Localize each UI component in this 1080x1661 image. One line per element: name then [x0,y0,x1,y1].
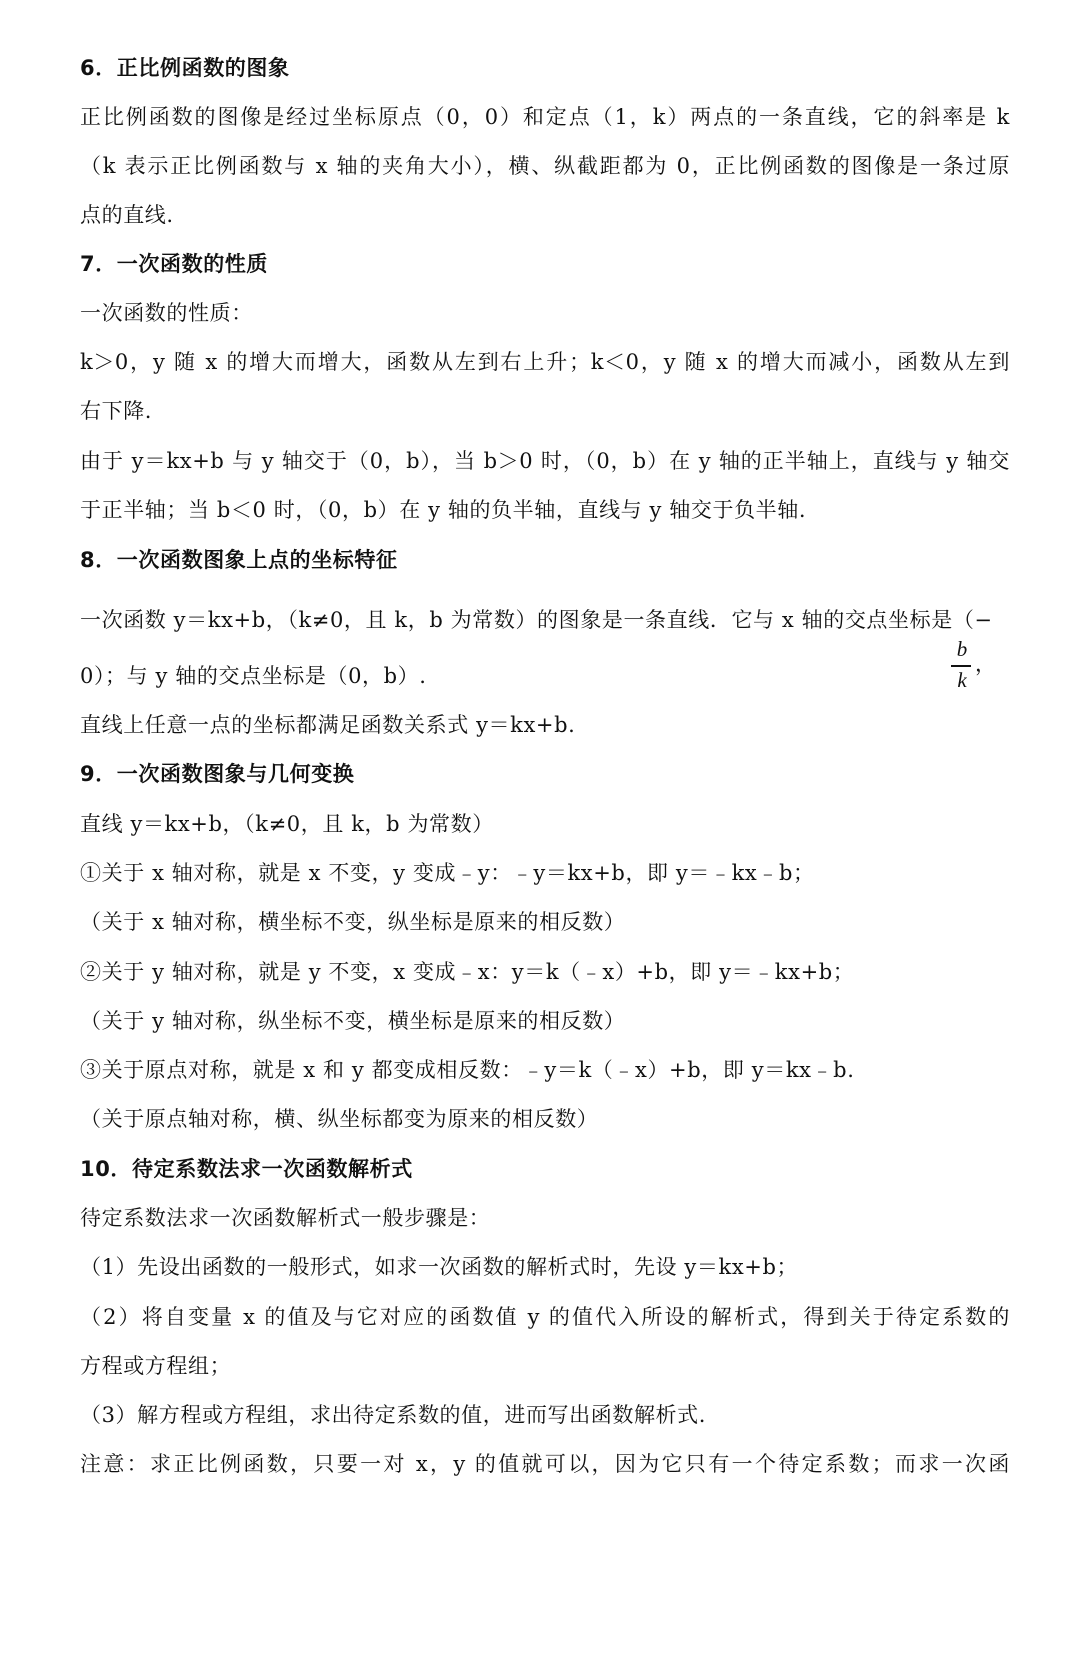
section-9-line-6: ③关于原点对称，就是 x 和 y 都变成相反数：﹣y＝k（﹣x）+b，即 y＝kx﹣b. [80,1058,855,1082]
section-7-line-1: 一次函数的性质： [80,301,253,325]
section-6-heading: 6．正比例函数的图象 [80,56,290,80]
section-7-heading: 7．一次函数的性质 [80,252,269,276]
section-10-line-1: 待定系数法求一次函数解析式一般步骤是： [80,1206,491,1230]
section-6-line-2: （k 表示正比例函数与 x 轴的夹角大小），横、纵截距都为 0，正比例函数的图像是一条过原 [80,154,1010,178]
section-10-line-5: （3）解方程或方程组，求出待定系数的值，进而写出函数解析式. [80,1403,707,1427]
fraction-trailing-comma: ， [975,652,996,676]
fraction-denominator: k [957,668,967,692]
section-9-heading: 9．一次函数图象与几何变换 [80,762,355,786]
section-9-line-3: （关于 x 轴对称，横坐标不变，纵坐标是原来的相反数） [80,910,626,934]
section-10-line-3: （2）将自变量 x 的值及与它对应的函数值 y 的值代入所设的解析式，得到关于待定系数的 [80,1305,1010,1329]
section-7-line-3: 右下降. [80,399,153,423]
section-9-line-7: （关于原点轴对称，横、纵坐标都变为原来的相反数） [80,1107,599,1131]
section-7-line-2: k＞0，y 随 x 的增大而增大，函数从左到右上升；k＜0，y 随 x 的增大而减小，函数从左到 [80,350,1010,374]
section-6-line-1: 正比例函数的图像是经过坐标原点（0，0）和定点（1，k）两点的一条直线，它的斜率是 k [80,105,1010,129]
section-7-line-4: 由于 y＝kx+b 与 y 轴交于（0，b），当 b＞0 时，（0，b）在 y 轴的正半轴上，直线与 y 轴交 [80,449,1010,473]
section-8-line-3: 直线上任意一点的坐标都满足函数关系式 y＝kx+b. [80,713,576,737]
section-8-line-1: 一次函数 y＝kx+b，（k≠0，且 k，b 为常数）的图象是一条直线．它与 x 轴的交点坐标是（− [80,608,993,632]
section-10-line-6: 注意：求正比例函数，只要一对 x，y 的值就可以，因为它只有一个待定系数；而求一次函 [80,1452,1010,1476]
section-9-line-4: ②关于 y 轴对称，就是 y 不变，x 变成﹣x：y＝k（﹣x）+b，即 y＝﹣kx+b； [80,960,855,984]
fraction-numerator: b [956,637,968,661]
section-7-line-5: 于正半轴；当 b＜0 时，（0，b）在 y 轴的负半轴，直线与 y 轴交于负半轴. [80,498,807,522]
section-9-line-2: ①关于 x 轴对称，就是 x 不变，y 变成﹣y：﹣y＝kx+b，即 y＝﹣kx﹣b； [80,861,815,885]
section-10-line-4: 方程或方程组； [80,1354,232,1378]
section-6-line-3: 点的直线. [80,203,174,227]
section-10-heading: 10．待定系数法求一次函数解析式 [80,1157,413,1181]
section-8-line-2: 0）；与 y 轴的交点坐标是（0，b）. [80,664,427,688]
section-9-line-5: （关于 y 轴对称，纵坐标不变，横坐标是原来的相反数） [80,1009,626,1033]
section-10-line-2: （1）先设出函数的一般形式，如求一次函数的解析式时，先设 y＝kx+b； [80,1255,799,1279]
section-8-heading: 8．一次函数图象上点的坐标特征 [80,548,398,572]
section-9-line-1: 直线 y＝kx+b，（k≠0，且 k，b 为常数） [80,812,494,836]
